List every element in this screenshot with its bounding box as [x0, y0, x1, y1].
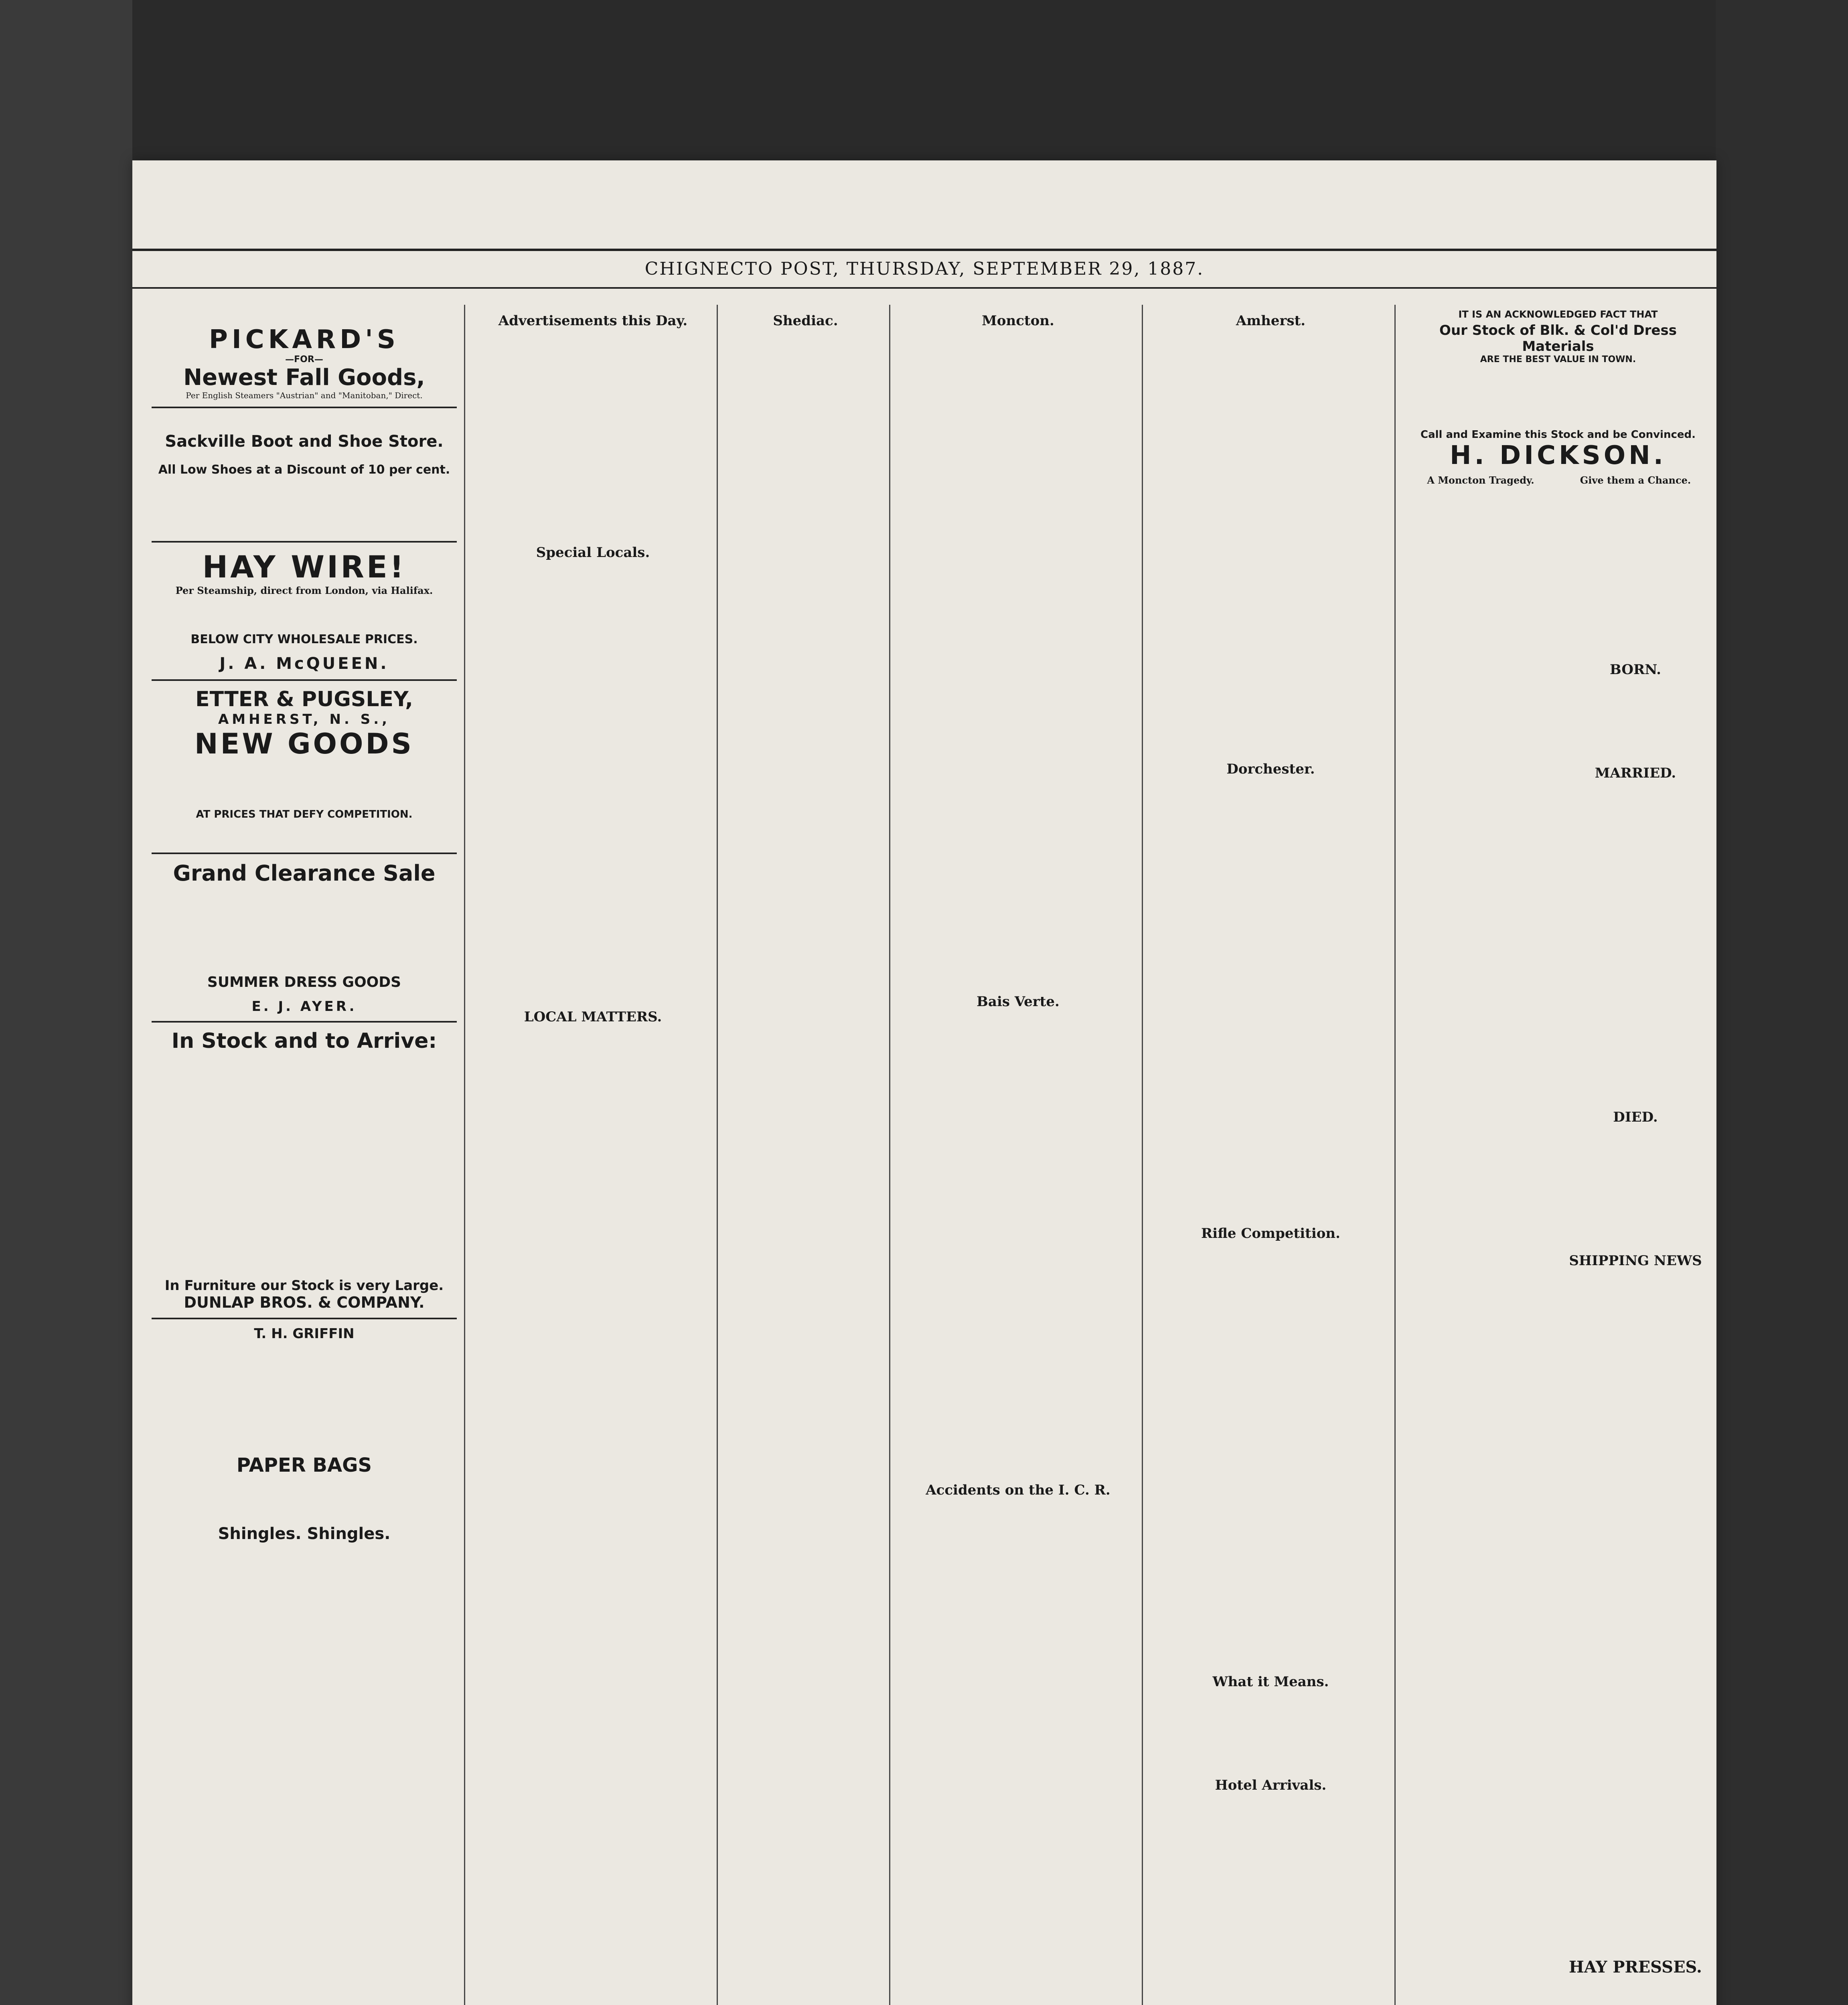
- call-examine: Call and Examine this Stock and be Convinced.: [1420, 429, 1696, 441]
- pickard-title: PICKARD'S: [209, 325, 399, 354]
- divider: [152, 853, 457, 854]
- stock-headline: Our Stock of Blk. & Col'd Dress Materials: [1439, 322, 1677, 354]
- article-text: [476, 564, 709, 1005]
- furniture: In Furniture our Stock is very Large.: [164, 1278, 444, 1294]
- died-heading: DIED.: [1613, 1109, 1658, 1125]
- ads-this-day-heading: Advertisements this Day.: [498, 313, 688, 329]
- shingles: Shingles. Shingles.: [218, 1525, 391, 1543]
- griffin: T. H. GRIFFIN: [254, 1326, 355, 1342]
- sackville-title: Sackville Boot and Shoe Store.: [165, 432, 444, 451]
- hay-sub: Per Steamship, direct from London, via Halifax.: [175, 585, 433, 596]
- married-heading: MARRIED.: [1595, 765, 1676, 781]
- best-value: ARE THE BEST VALUE IN TOWN.: [1480, 354, 1636, 365]
- column-5: [1147, 305, 1396, 2005]
- article-text: [1407, 365, 1709, 429]
- born-heading: BORN.: [1610, 662, 1661, 678]
- defy: AT PRICES THAT DEFY COMPETITION.: [196, 808, 413, 820]
- what-it-means-heading: What it Means.: [1212, 1674, 1329, 1690]
- etter-title: ETTER & PUGSLEY,: [195, 687, 413, 711]
- two-column-block: [1407, 470, 1709, 1980]
- divider: [152, 1318, 457, 1319]
- amherst-heading: Amherst.: [1236, 313, 1306, 329]
- mcqueen: J. A. McQUEEN.: [219, 654, 389, 673]
- divider: [152, 1021, 457, 1023]
- article-text: [902, 332, 1135, 990]
- ayer: E. J. AYER.: [251, 998, 357, 1015]
- article-text: [1562, 1128, 1709, 1249]
- page-masthead: CHIGNECTO POST, THURSDAY, SEPTEMBER 29, 1887.: [132, 249, 1716, 289]
- sackville-sub: All Low Shoes at a Discount of 10 per cent.: [158, 463, 450, 477]
- clearance-title: Grand Clearance Sale: [173, 861, 436, 886]
- dunlap: DUNLAP BROS. & COMPANY.: [184, 1294, 425, 1311]
- subcol-left: [1407, 470, 1554, 1980]
- pickard-for: —FOR—: [285, 354, 323, 365]
- column-2: [469, 305, 718, 2005]
- dickson: H. DICKSON.: [1449, 441, 1667, 470]
- column-4: [894, 305, 1143, 2005]
- hay-title: HAY WIRE!: [202, 549, 406, 585]
- etter-place: AMHERST, N. S.,: [218, 711, 391, 727]
- moncton-heading: Moncton.: [982, 313, 1054, 329]
- article-text: [1562, 681, 1709, 761]
- column-3: [722, 305, 890, 2005]
- column-6: [1400, 305, 1716, 2005]
- article-text: [1154, 1693, 1387, 1773]
- ads-column: [144, 305, 465, 2005]
- local-matters-heading: LOCAL MATTERS.: [524, 1009, 662, 1025]
- tragedy-heading: A Moncton Tragedy.: [1427, 474, 1534, 486]
- paper-bags: PAPER BAGS: [236, 1454, 372, 1476]
- article-text: [1562, 489, 1709, 658]
- article-text: [902, 1013, 1135, 1478]
- article-text: [1154, 1245, 1387, 1670]
- summer-dress: SUMMER DRESS GOODS: [207, 974, 401, 990]
- article-text: [1154, 780, 1387, 1221]
- bais-verte-heading: Bais Verte.: [977, 994, 1060, 1010]
- scan-border-right: [1716, 0, 1848, 2005]
- hay-presses-heading: HAY PRESSES.: [1569, 1958, 1702, 1977]
- special-locals-heading: Special Locals.: [536, 545, 650, 561]
- article-text: [1154, 332, 1387, 757]
- stock-list: [152, 1053, 457, 1278]
- pickard-sub: Newest Fall Goods,: [183, 365, 425, 391]
- divider: [152, 541, 457, 543]
- shipping-heading: SHIPPING NEWS: [1569, 1253, 1702, 1269]
- stock-title: In Stock and to Arrive:: [171, 1029, 437, 1053]
- article-text: [1562, 1272, 1709, 1954]
- chance-heading: Give them a Chance.: [1580, 474, 1691, 486]
- article-text: [1562, 784, 1709, 1105]
- article-text: [476, 332, 709, 541]
- acknowledged-fact: IT IS AN ACKNOWLEDGED FACT THAT: [1458, 309, 1658, 320]
- divider: [152, 407, 457, 408]
- pickard-note: Per English Steamers "Austrian" and "Manitoban," Direct.: [186, 391, 423, 400]
- dorchester-heading: Dorchester.: [1226, 761, 1315, 777]
- accidents-heading: Accidents on the I. C. R.: [926, 1482, 1110, 1498]
- divider: [152, 679, 457, 681]
- rifle-heading: Rifle Competition.: [1201, 1225, 1340, 1241]
- subcol-right: [1562, 470, 1709, 1980]
- scan-border-left: [0, 0, 132, 2005]
- shediac-heading: Shediac.: [773, 313, 838, 329]
- new-goods: NEW GOODS: [195, 727, 414, 760]
- scan-border-top: [0, 0, 1848, 160]
- below-city: BELOW CITY WHOLESALE PRICES.: [190, 632, 418, 646]
- hotel-heading: Hotel Arrivals.: [1215, 1777, 1327, 1793]
